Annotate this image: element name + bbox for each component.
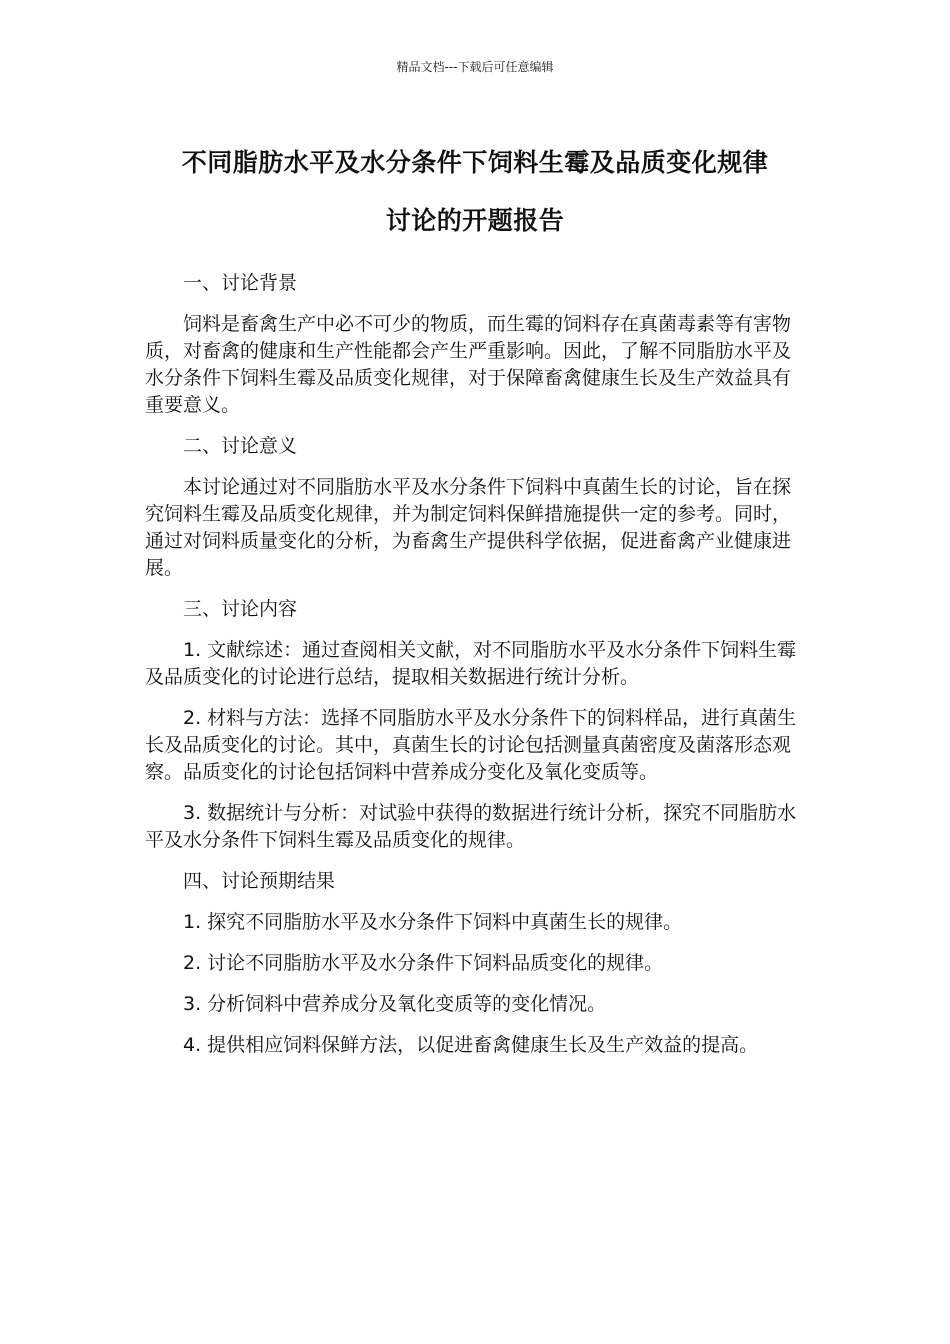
title-line-2: 讨论的开题报告 — [385, 206, 565, 235]
expected-result-item-2: 2. 讨论不同脂肪水平及水分条件下饲料品质变化的规律。 — [183, 952, 664, 974]
document-title — [100, 134, 850, 250]
document-body — [145, 270, 805, 1073]
content-item-literature-review: 1. 文献综述：通过查阅相关文献，对不同脂肪水平及水分条件下饲料生霉及品质变化的讨论进行总结，提取相关数据进行统计分析。 — [145, 639, 797, 688]
section-heading-background: 一、讨论背景 — [183, 272, 298, 294]
expected-result-item-3: 3. 分析饲料中营养成分及氧化变质等的变化情况。 — [183, 993, 607, 1015]
content-item-data-analysis: 3. 数据统计与分析：对试验中获得的数据进行统计分析，探究不同脂肪水平及水分条件下饲料生霉及品质变化的规律。 — [145, 802, 797, 851]
title-line-1: 不同脂肪水平及水分条件下饲料生霉及品质变化规律 — [181, 148, 769, 177]
expected-result-item-1: 1. 探究不同脂肪水平及水分条件下饲料中真菌生长的规律。 — [183, 911, 683, 933]
paragraph-significance: 本讨论通过对不同脂肪水平及水分条件下饲料中真菌生长的讨论，旨在探究饲料生霉及品质变化规律，并为制定饲料保鲜措施提供一定的参考。同时，通过对饲料质量变化的分析，为畜禽生产提供科学依据，促进畜禽产业健康进展。 — [145, 476, 792, 579]
expected-result-item-4: 4. 提供相应饲料保鲜方法，以促进畜禽健康生长及生产效益的提高。 — [183, 1034, 759, 1056]
header-note: 精品文档---下载后可任意编辑 — [396, 60, 554, 74]
paragraph-background: 饲料是畜禽生产中必不可少的物质，而生霉的饲料存在真菌毒素等有害物质，对畜禽的健康和生产性能都会产生严重影响。因此，了解不同脂肪水平及水分条件下饲料生霉及品质变化规律，对于保障畜禽健康生长及生产效益具有重要意义。 — [145, 313, 792, 416]
content-item-materials-methods: 2. 材料与方法：选择不同脂肪水平及水分条件下的饲料样品，进行真菌生长及品质变化的讨论。其中，真菌生长的讨论包括测量真菌密度及菌落形态观察。品质变化的讨论包括饲料中营养成分变化及氧化变质等。 — [145, 707, 797, 783]
section-heading-content: 三、讨论内容 — [183, 598, 298, 620]
section-heading-significance: 二、讨论意义 — [183, 435, 298, 457]
section-heading-expected-results: 四、讨论预期结果 — [183, 870, 336, 892]
